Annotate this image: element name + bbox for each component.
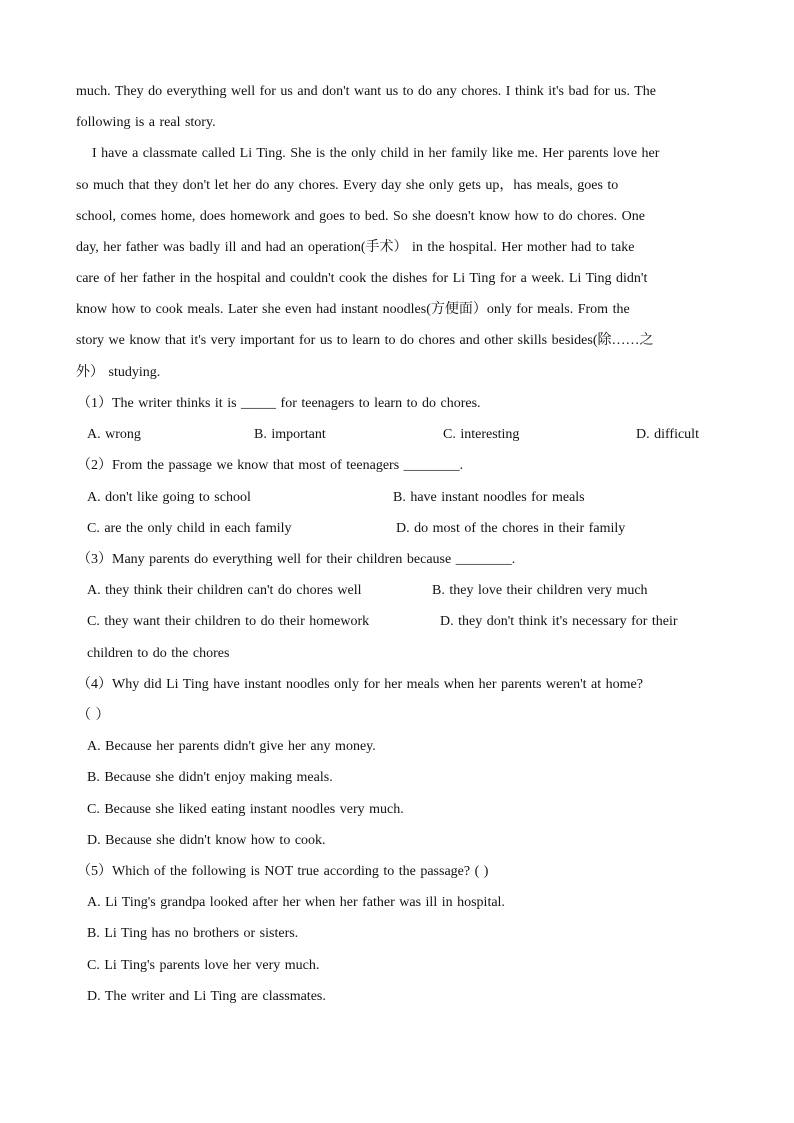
answer-option[interactable]: A. Because her parents didn't give her any money.: [87, 739, 376, 754]
answer-option[interactable]: D. The writer and Li Ting are classmates.: [87, 989, 326, 1004]
question-stem: （4）Why did Li Ting have instant noodles only for her meals when her parents weren't at home?: [77, 677, 643, 692]
passage-line: day, her father was badly ill and had an operation(手术） in the hospital. Her mother had to take: [76, 240, 635, 255]
question-stem: （1）The writer thinks it is _____ for teenagers to learn to do chores.: [77, 396, 481, 411]
question-stem: （5）Which of the following is NOT true according to the passage? ( ): [77, 864, 489, 879]
answer-option[interactable]: D. Because she didn't know how to cook.: [87, 833, 326, 848]
question-stem: （3）Many parents do everything well for their children because ________.: [77, 552, 516, 567]
answer-option[interactable]: C. interesting: [443, 427, 520, 442]
passage-line: story we know that it's very important for us to learn to do chores and other skills besides(除……之: [76, 333, 654, 348]
question-stem: （2）From the passage we know that most of teenagers ________.: [77, 458, 464, 473]
answer-option[interactable]: B. they love their children very much: [432, 583, 648, 598]
answer-option[interactable]: B. Li Ting has no brothers or sisters.: [87, 926, 299, 941]
answer-option[interactable]: B. Because she didn't enjoy making meals.: [87, 770, 333, 785]
passage-line: much. They do everything well for us and don't want us to do any chores. I think it's bad for us. The: [76, 84, 656, 99]
answer-option[interactable]: B. important: [254, 427, 326, 442]
answer-option[interactable]: A. they think their children can't do chores well: [87, 583, 362, 598]
answer-option[interactable]: A. Li Ting's grandpa looked after her when her father was ill in hospital.: [87, 895, 505, 910]
answer-option[interactable]: A. wrong: [87, 427, 141, 442]
answer-option[interactable]: C. are the only child in each family: [87, 521, 292, 536]
passage-line: care of her father in the hospital and couldn't cook the dishes for Li Ting for a week. Li Ting didn't: [76, 271, 648, 286]
passage-line: I have a classmate called Li Ting. She is the only child in her family like me. Her parents love her: [92, 146, 660, 161]
answer-option[interactable]: B. have instant noodles for meals: [393, 490, 585, 505]
passage-line: 外） studying.: [76, 365, 161, 380]
passage-line: school, comes home, does homework and goes to bed. So she doesn't know how to do chores. One: [76, 209, 645, 224]
passage-line: following is a real story.: [76, 115, 216, 130]
answer-option[interactable]: C. Li Ting's parents love her very much.: [87, 958, 320, 973]
answer-option[interactable]: C. they want their children to do their homework: [87, 614, 370, 629]
answer-option[interactable]: A. don't like going to school: [87, 490, 251, 505]
answer-option[interactable]: D. they don't think it's necessary for their: [440, 614, 678, 629]
answer-option-continuation: children to do the chores: [87, 646, 230, 661]
answer-option[interactable]: C. Because she liked eating instant noodles very much.: [87, 802, 404, 817]
answer-option[interactable]: D. difficult: [636, 427, 699, 442]
answer-option[interactable]: D. do most of the chores in their family: [396, 521, 626, 536]
passage-line: know how to cook meals. Later she even had instant noodles(方便面）only for meals. From the: [76, 302, 630, 317]
answer-blank[interactable]: （ ）: [77, 708, 110, 723]
passage-line: so much that they don't let her do any chores. Every day she only gets up，has meals, goes to: [76, 178, 619, 193]
